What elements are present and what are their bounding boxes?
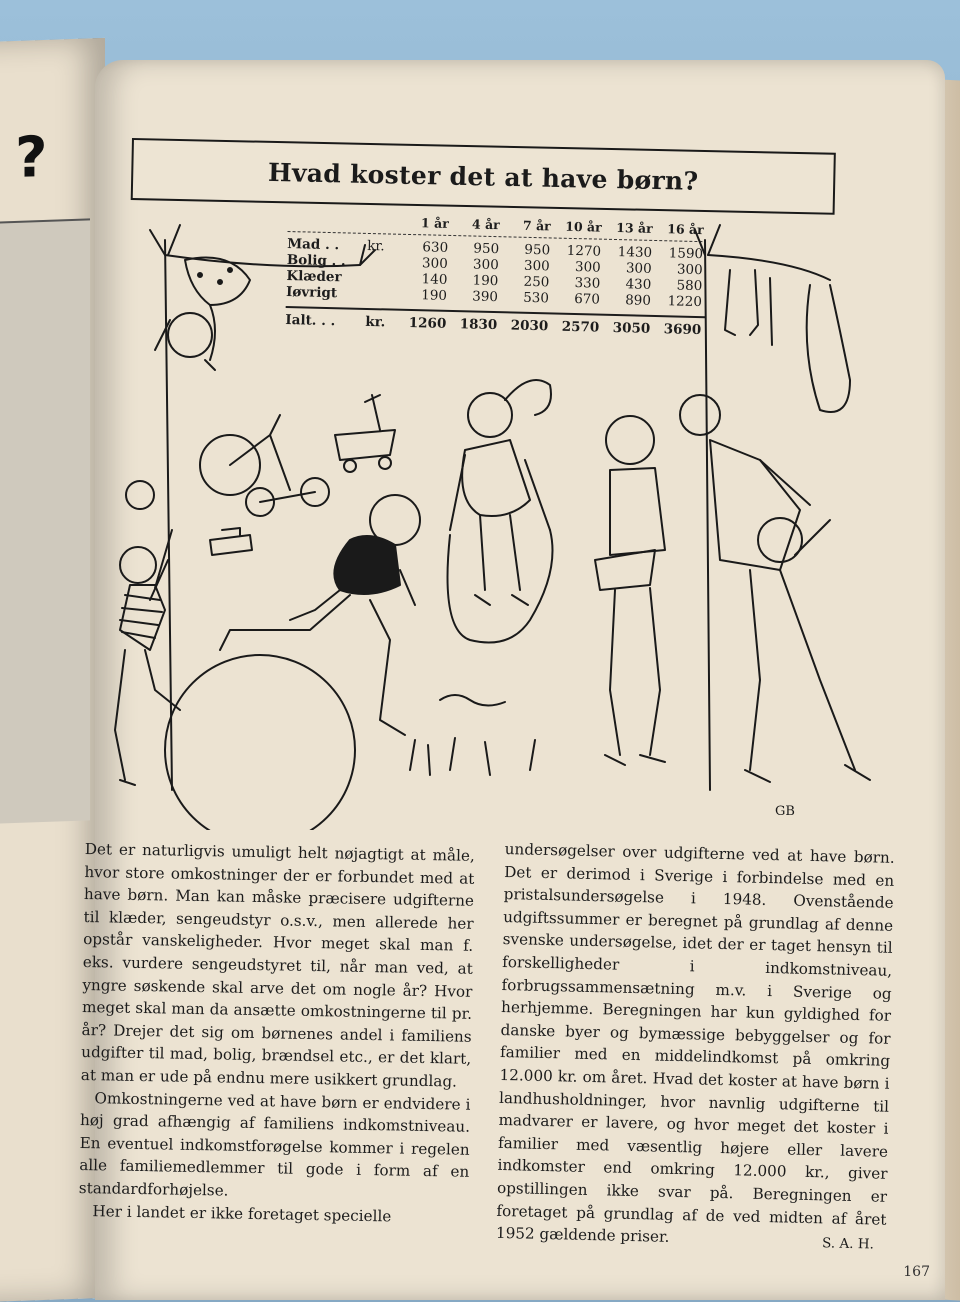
doll-drawing — [440, 695, 505, 706]
wagon-drawing — [335, 395, 395, 472]
baby-drawing — [155, 258, 250, 371]
total-cell: 2030 — [510, 317, 549, 335]
table-cell: 1590 — [668, 245, 704, 263]
table-cell: 580 — [676, 277, 703, 295]
page-number: 167 — [903, 1264, 930, 1280]
table-cell: 300 — [574, 259, 601, 276]
article-paragraph — [81, 838, 475, 1093]
jumping-girl-drawing — [448, 380, 553, 643]
table-cell: 390 — [472, 288, 499, 306]
currency-label: kr. — [366, 237, 385, 255]
article-right-column — [496, 838, 895, 1256]
reading-girl-drawing — [595, 416, 665, 765]
table-cell: 250 — [523, 273, 550, 291]
right-pole — [705, 240, 710, 790]
column-header: 7 år — [522, 217, 551, 234]
column-header: 16 år — [667, 221, 704, 238]
table-cell: 670 — [573, 291, 601, 308]
table-cell: 300 — [625, 260, 652, 277]
table-cell: 430 — [625, 276, 652, 293]
table-cell: 300 — [472, 256, 499, 274]
towel-drawing — [807, 285, 850, 412]
row-label: Mad . . — [287, 235, 340, 254]
column-header: 1 år — [420, 215, 449, 231]
socks-drawing — [725, 270, 772, 345]
column-header: 4 år — [471, 216, 500, 233]
author-signature: S. A. H. — [821, 1234, 875, 1253]
article-left-column — [78, 838, 475, 1229]
article-text: Det er naturligvis umuligt helt nøjagtigt at måle, hvor store omkostninger der er forbundet med at have børn. Man kan måske præcisere udgifterne til klæder, sengeudstyr o.s.v., men allerede her opstår vanskeligheder. Hvor meget skal man f. eks. vurdere sengeudstyret til, når man ved, at yngre søskende skal arve det om nogle år? Hvor meget skal man da ansætte omkostningerne til pr. år? Drejer det sig om børnenes andel i familiens udgifter til mad, bolig, brændsel etc., er det klart, at man er ude på endnu mere usikkert grundlag. — [80, 839, 475, 1091]
table-cell: 1220 — [667, 293, 703, 311]
children-illustration — [110, 210, 890, 830]
toy-car-drawing — [210, 528, 252, 555]
left-page-photo — [0, 218, 90, 823]
row-label: Iøvrigt — [285, 283, 338, 302]
illustrator-signature: GB — [775, 804, 795, 819]
row-label: Klæder — [286, 267, 342, 286]
grass-drawing — [410, 738, 535, 775]
total-cell: 3690 — [663, 321, 702, 339]
tricycle-drawing — [200, 415, 329, 516]
table-cell: 300 — [523, 257, 550, 275]
article-paragraph: Omkostningerne ved at have børn er endvidere i høj grad afhængig af familiens indkomstniveau. En eventuel indkomstforøgelse kommer i regelen alle familiemedlemmer til gode i form af en standardforhøjelse. — [78, 1088, 471, 1200]
left-page-ink-blot: ? — [15, 124, 48, 191]
table-cell: 300 — [421, 255, 448, 272]
table-cell: 330 — [574, 275, 601, 292]
table-cell: 140 — [421, 271, 448, 288]
table-cell: 630 — [422, 239, 449, 256]
total-cell: 2570 — [561, 318, 600, 336]
table-cell: 190 — [421, 287, 448, 304]
article-paragraph: Her i landet er ikke foretaget specielle — [92, 1201, 392, 1225]
table-cell: 950 — [524, 241, 551, 259]
total-cell: 3050 — [612, 319, 651, 337]
table-cell: 530 — [522, 289, 550, 307]
table-cell: 300 — [676, 261, 703, 279]
table-cell: 950 — [473, 240, 500, 258]
table-cell: 890 — [624, 292, 652, 309]
table-cell: 1270 — [566, 242, 602, 260]
currency-label: kr. — [365, 313, 386, 331]
article-paragraph: undersøgelser over udgifterne ved at have børn. Det er derimod i Sverige i forbindelse med en pristalsundersøgelse i 1948. Ovenstående udgiftssummer er beregnet på grundlag af denne svenske undersøgelse, idet der er taget hensyn til forskelligheder i indkomstniveau, forbrugssammensætning m.v. i Sverige og herhjemme. Beregningen har kun gyldighed for danske byer og bymæssige bebyggelser og for familier med en middelindkomst på omkring 12.000 kr. om året. Hvad det koster at have børn i landhusholdninger, hvor navnlig udgifterne til madvarer er lavere, og hvor meget det koster i familier med væsentlig højere eller lavere indkomster end omkring 12.000 kr., giver opstillingen ikke svar på. Beregningen er foretaget på grundlag af de ved midten af året 1952 gældende priser. — [495, 839, 895, 1246]
page-title: Hvad koster det at have børn? — [267, 157, 699, 196]
clothesline-right — [708, 255, 830, 280]
total-cell: 1260 — [408, 314, 447, 332]
total-cell: 1830 — [459, 316, 498, 334]
table-cell: 190 — [472, 272, 499, 290]
column-header: 10 år — [565, 218, 602, 235]
clothesline-left — [165, 255, 360, 266]
table-cell: 1430 — [617, 244, 653, 261]
running-boy-drawing — [165, 495, 420, 830]
total-label: Ialt. . . — [285, 311, 336, 330]
row-label: Bolig . . — [286, 251, 346, 270]
column-header: 13 år — [616, 220, 653, 236]
